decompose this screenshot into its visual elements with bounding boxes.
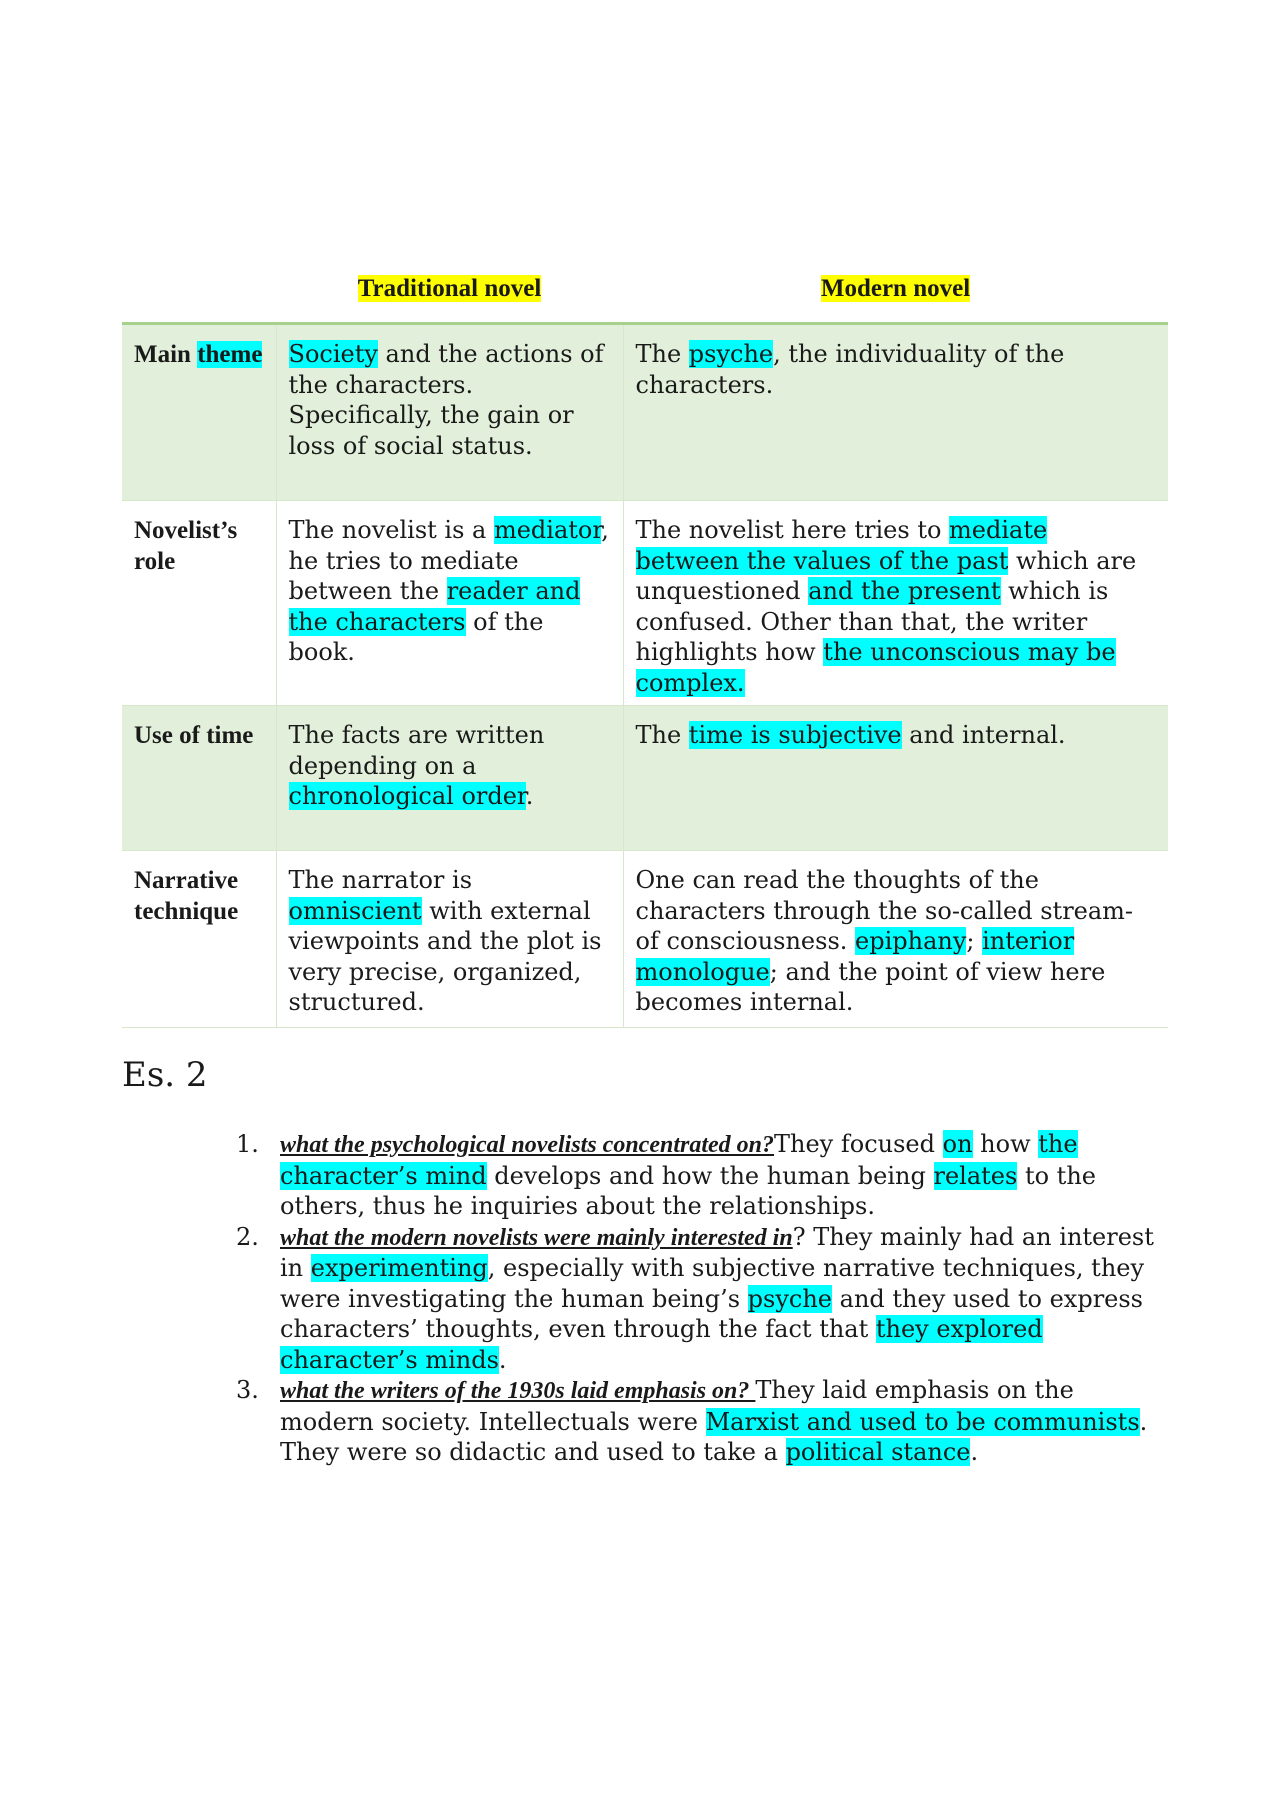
table-header-row bbox=[122, 256, 1168, 324]
question-text: what the psychological novelists concentrated on? bbox=[280, 1132, 775, 1158]
table-row-novelists-role bbox=[122, 501, 1168, 706]
text-segment: , especially with subjective narrative techniques, they were investigating the human being’s bbox=[280, 1254, 1145, 1313]
section-heading: Es. 2 bbox=[122, 1055, 208, 1095]
text-segment: The narrator is bbox=[288, 866, 473, 894]
row-label bbox=[122, 706, 276, 851]
text-segment: with external viewpoints and the plot is very precise, organized, structured. bbox=[288, 896, 602, 1016]
highlighted-text: the character’s mind bbox=[280, 1130, 1078, 1190]
list-item bbox=[236, 1222, 1170, 1376]
text-segment: Main bbox=[134, 341, 198, 368]
highlighted-text: psyche bbox=[747, 1284, 833, 1313]
text-segment: to the others, thus he inquiries about the relationships. bbox=[280, 1161, 1096, 1220]
text-segment: The facts are written depending on a bbox=[288, 721, 545, 780]
modern-cell bbox=[623, 851, 1168, 1028]
text-segment: . bbox=[498, 1345, 507, 1374]
highlighted-text: on bbox=[942, 1130, 973, 1158]
highlighted-text: and the present bbox=[808, 577, 1001, 605]
text-segment: and they used to express characters’ thoughts, even through the fact that bbox=[280, 1284, 1143, 1343]
text-segment: of the book. bbox=[288, 607, 544, 666]
highlighted-text: omniscient bbox=[288, 896, 422, 925]
text-segment: Use of time bbox=[134, 722, 254, 749]
highlighted-text: political stance bbox=[785, 1438, 971, 1466]
highlighted-text: mediator bbox=[493, 516, 602, 544]
traditional-cell bbox=[276, 706, 623, 851]
text-segment: The novelist here tries to bbox=[635, 516, 950, 544]
text-segment: They laid emphasis on the modern society. Intellectuals were bbox=[280, 1376, 1074, 1436]
text-segment: ; and the point of view here becomes internal. bbox=[635, 957, 1106, 1016]
list-number: 2. bbox=[236, 1222, 259, 1251]
highlighted-text: reader and the characters bbox=[288, 577, 581, 636]
answers-list bbox=[236, 1129, 1170, 1468]
text-segment: and the actions of the characters. Specifically, the gain or loss of social status. bbox=[288, 340, 604, 460]
header-modern-label: Modern novel bbox=[820, 275, 971, 302]
highlighted-text: Marxist and used to be communists bbox=[705, 1407, 1140, 1436]
header-modern bbox=[623, 256, 1168, 324]
row-label bbox=[122, 324, 276, 501]
text-segment: ? They mainly had an interest in bbox=[280, 1222, 1154, 1282]
text-segment: and internal. bbox=[901, 721, 1066, 749]
modern-cell bbox=[623, 706, 1168, 851]
list-number: 1. bbox=[236, 1130, 259, 1158]
highlighted-text: Society bbox=[288, 340, 378, 368]
question-text: what the writers of the 1930s laid emphasis on? bbox=[280, 1378, 756, 1404]
text-segment: ; bbox=[966, 927, 983, 955]
header-traditional bbox=[276, 256, 623, 324]
highlighted-text: time is subjective bbox=[688, 721, 902, 749]
question-text: what the modern novelists were mainly interested in bbox=[280, 1224, 793, 1251]
row-label bbox=[122, 851, 276, 1028]
text-segment: Novelist’s role bbox=[134, 517, 238, 575]
text-segment: which are unquestioned bbox=[635, 546, 1137, 605]
text-segment: The bbox=[635, 340, 689, 368]
highlighted-text: epiphany bbox=[855, 927, 967, 955]
text-segment: The novelist is a bbox=[288, 516, 494, 544]
table-row-use-of-time bbox=[122, 706, 1168, 851]
header-traditional-label: Traditional novel bbox=[357, 275, 542, 302]
highlighted-text: chronological order bbox=[288, 782, 526, 810]
modern-cell bbox=[623, 324, 1168, 501]
text-segment: develops and how the human being bbox=[486, 1161, 934, 1190]
modern-cell bbox=[623, 501, 1168, 706]
highlighted-text: relates bbox=[933, 1161, 1018, 1190]
comparison-table bbox=[122, 256, 1168, 1028]
highlighted-text: theme bbox=[197, 341, 263, 368]
highlighted-text: the unconscious may be complex. bbox=[635, 638, 1116, 697]
highlighted-text: interior monologue bbox=[635, 927, 1075, 986]
header-blank bbox=[122, 256, 276, 324]
traditional-cell bbox=[276, 851, 623, 1028]
table-row-main-theme bbox=[122, 324, 1168, 501]
text-segment: They focused bbox=[774, 1130, 943, 1158]
list-item bbox=[236, 1129, 1170, 1222]
highlighted-text: they explored character’s minds bbox=[280, 1315, 1043, 1374]
table-row-narrative-technique bbox=[122, 851, 1168, 1028]
text-segment: One can read the thoughts of the characters through the so-called stream-of consciousness. bbox=[635, 866, 1134, 955]
highlighted-text: mediate between the values of the past bbox=[635, 516, 1048, 575]
traditional-cell bbox=[276, 324, 623, 501]
text-segment: , he tries to mediate between the bbox=[288, 516, 609, 605]
traditional-cell bbox=[276, 501, 623, 706]
row-label bbox=[122, 501, 276, 706]
text-segment: . bbox=[970, 1438, 979, 1466]
highlighted-text: psyche bbox=[688, 340, 774, 368]
highlighted-text: experimenting bbox=[310, 1254, 488, 1282]
text-segment: , the individuality of the characters. bbox=[635, 340, 1065, 399]
list-number: 3. bbox=[236, 1376, 259, 1404]
list-item bbox=[236, 1375, 1170, 1468]
text-segment: The bbox=[635, 721, 689, 749]
text-segment: . They were so didactic and used to take a bbox=[280, 1407, 1148, 1466]
text-segment: Narrative technique bbox=[134, 867, 239, 925]
text-segment: which is confused. Other than that, the writer highlights how bbox=[635, 577, 1109, 666]
text-segment: how bbox=[972, 1130, 1039, 1158]
text-segment: . bbox=[525, 782, 534, 810]
